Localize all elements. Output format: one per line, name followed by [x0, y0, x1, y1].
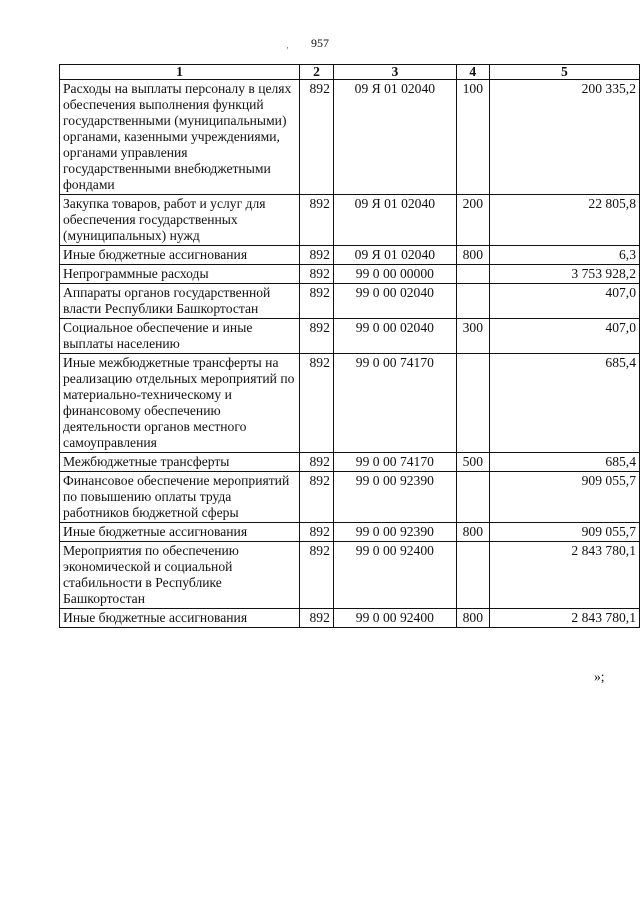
row-col4-cell: 800: [456, 609, 489, 628]
row-col2-cell: 892: [300, 523, 334, 542]
row-name-cell: Иные бюджетные ассигнования: [60, 609, 300, 628]
row-name-cell: Иные бюджетные ассигнования: [60, 246, 300, 265]
table-row: [60, 453, 640, 472]
row-col3-cell: 99 0 00 74170: [333, 453, 456, 472]
row-col2-cell: 892: [300, 472, 334, 523]
row-col3-cell: 09 Я 01 02040: [333, 195, 456, 246]
row-col4-cell: 200: [456, 195, 489, 246]
row-col3-cell: 99 0 00 92400: [333, 609, 456, 628]
row-col2-cell: 892: [300, 284, 334, 319]
table-header-row: [60, 65, 640, 80]
row-name-cell: Социальное обеспечение и иные выплаты населению: [60, 319, 300, 354]
table-row: [60, 609, 640, 628]
column-header: 1: [60, 65, 300, 80]
row-col3-cell: 99 0 00 92390: [333, 472, 456, 523]
row-col5-cell: 22 805,8: [489, 195, 639, 246]
row-col3-cell: 99 0 00 02040: [333, 319, 456, 354]
row-name-cell: Мероприятия по обеспечению экономической и социальной стабильности в Республике Башкортостан: [60, 542, 300, 609]
row-name-cell: Иные межбюджетные трансферты на реализацию отдельных мероприятий по материально-техническому и финансовому обеспечению деятельности органов местного самоуправления: [60, 354, 300, 453]
row-col5-cell: 200 335,2: [489, 80, 639, 195]
row-col4-cell: 500: [456, 453, 489, 472]
column-header: 3: [333, 65, 456, 80]
table-row: [60, 523, 640, 542]
row-col5-cell: 407,0: [489, 284, 639, 319]
row-name-cell: Непрограммные расходы: [60, 265, 300, 284]
row-col5-cell: 909 055,7: [489, 472, 639, 523]
table-row: [60, 246, 640, 265]
table-row: [60, 284, 640, 319]
row-col4-cell: 300: [456, 319, 489, 354]
page-number: 957: [311, 36, 329, 50]
table-row: [60, 542, 640, 609]
row-col3-cell: 99 0 00 92390: [333, 523, 456, 542]
row-name-cell: Закупка товаров, работ и услуг для обеспечения государственных (муниципальных) нужд: [60, 195, 300, 246]
row-name-cell: Иные бюджетные ассигнования: [60, 523, 300, 542]
row-col4-cell: 800: [456, 246, 489, 265]
table-row: [60, 80, 640, 195]
row-col2-cell: 892: [300, 265, 334, 284]
row-col3-cell: 99 0 00 74170: [333, 354, 456, 453]
row-col3-cell: 09 Я 01 02040: [333, 246, 456, 265]
row-col4-cell: [456, 284, 489, 319]
table-row: [60, 472, 640, 523]
row-col5-cell: 909 055,7: [489, 523, 639, 542]
column-header: 4: [456, 65, 489, 80]
budget-table: [59, 64, 640, 628]
row-col4-cell: 800: [456, 523, 489, 542]
row-col5-cell: 2 843 780,1: [489, 542, 639, 609]
row-col4-cell: 100: [456, 80, 489, 195]
table-row: [60, 319, 640, 354]
row-col4-cell: [456, 472, 489, 523]
row-name-cell: Межбюджетные трансферты: [60, 453, 300, 472]
scan-mark: ‚: [286, 40, 289, 50]
row-col2-cell: 892: [300, 609, 334, 628]
row-col2-cell: 892: [300, 80, 334, 195]
row-col5-cell: 407,0: [489, 319, 639, 354]
row-col5-cell: 3 753 928,2: [489, 265, 639, 284]
row-col5-cell: 685,4: [489, 453, 639, 472]
table-row: [60, 265, 640, 284]
row-col5-cell: 685,4: [489, 354, 639, 453]
row-col3-cell: 09 Я 01 02040: [333, 80, 456, 195]
row-col4-cell: [456, 265, 489, 284]
row-col2-cell: 892: [300, 195, 334, 246]
row-name-cell: Аппараты органов государственной власти Республики Башкортостан: [60, 284, 300, 319]
row-col2-cell: 892: [300, 453, 334, 472]
row-col4-cell: [456, 542, 489, 609]
column-header: 2: [300, 65, 334, 80]
row-col5-cell: 2 843 780,1: [489, 609, 639, 628]
row-col2-cell: 892: [300, 542, 334, 609]
column-header: 5: [489, 65, 639, 80]
table-row: [60, 354, 640, 453]
row-col3-cell: 99 0 00 02040: [333, 284, 456, 319]
table-row: [60, 195, 640, 246]
row-col2-cell: 892: [300, 319, 334, 354]
row-col3-cell: 99 0 00 00000: [333, 265, 456, 284]
closing-quote: »;: [594, 669, 605, 684]
row-col2-cell: 892: [300, 246, 334, 265]
row-col2-cell: 892: [300, 354, 334, 453]
row-col3-cell: 99 0 00 92400: [333, 542, 456, 609]
row-col5-cell: 6,3: [489, 246, 639, 265]
row-name-cell: Финансовое обеспечение мероприятий по повышению оплаты труда работников бюджетной сферы: [60, 472, 300, 523]
row-name-cell: Расходы на выплаты персоналу в целях обеспечения выполнения функций государственными (муниципальными) органами, казенными учреждениями, органами управления государственными внебюджетными фондами: [60, 80, 300, 195]
row-col4-cell: [456, 354, 489, 453]
